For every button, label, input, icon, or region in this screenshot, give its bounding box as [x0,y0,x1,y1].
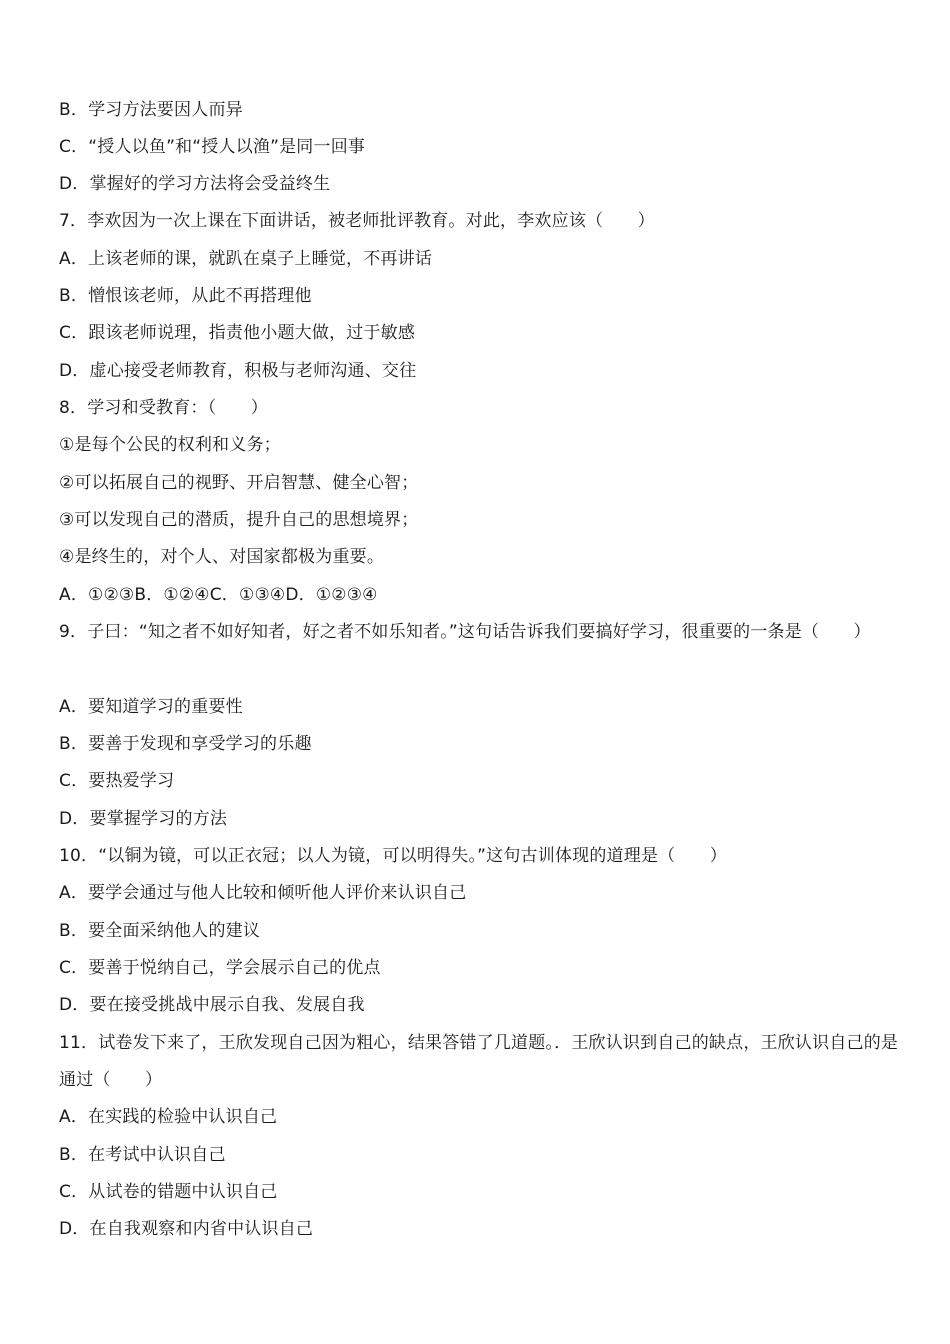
q11-option-a: A．在实践的检验中认识自己 [59,1107,278,1127]
q8-item-2: ②可以拓展自己的视野、开启智慧、健全心智； [59,473,419,493]
q10-option-c: C．要善于悦纳自己，学会展示自己的优点 [59,958,381,978]
q8-item-4: ④是终生的，对个人、对国家都极为重要。 [59,547,385,567]
q7-stem: 7．李欢因为一次上课在下面讲话，被老师批评教育。对此，李欢应该（ ） [59,211,655,231]
q9-option-a: A．要知道学习的重要性 [59,697,243,717]
q9-option-d: D．要掌握学习的方法 [59,809,228,829]
q11-stem: 11．试卷发下来了，王欣发现自己因为粗心，结果答错了几道题。．王欣认识到自己的缺点，王欣认识自己的是通过（ ） [59,1033,899,1090]
q10-stem: 10．“以铜为镜，可以正衣冠；以人为镜，可以明得失。”这句古训体现的道理是（ ） [59,846,727,866]
q9-option-c: C．要热爱学习 [59,771,175,791]
q11-option-d: D．在自我观察和内省中认识自己 [59,1219,314,1239]
q7-option-c: C．跟该老师说理，指责他小题大做，过于敏感 [59,323,416,343]
q10-option-a: A．要学会通过与他人比较和倾听他人评价来认识自己 [59,883,467,903]
q11-option-c: C．从试卷的错题中认识自己 [59,1182,278,1202]
q8-item-1: ①是每个公民的权利和义务； [59,435,281,455]
q8-item-3: ③可以发现自己的潜质，提升自己的思想境界； [59,510,419,530]
q9-option-b: B．要善于发现和享受学习的乐趣 [59,734,312,754]
q10-option-d: D．要在接受挑战中展示自我、发展自我 [59,995,365,1015]
q10-option-b: B．要全面采纳他人的建议 [59,921,261,941]
q6-option-d: D．掌握好的学习方法将会受益终生 [59,174,331,194]
q11-option-b: B．在考试中认识自己 [59,1145,226,1165]
q7-option-b: B．憎恨该老师，从此不再搭理他 [59,286,312,306]
q7-option-a: A．上该老师的课，就趴在桌子上睡觉，不再讲话 [59,249,433,269]
q7-option-d: D．虚心接受老师教育，积极与老师沟通、交往 [59,361,417,381]
q8-stem: 8．学习和受教育：（ ） [59,398,268,418]
q8-options: A．①②③B．①②④C．①③④D．①②③④ [59,585,378,605]
q6-option-c: C．“授人以鱼”和“授人以渔”是同一回事 [59,137,366,157]
q6-option-b: B．学习方法要因人而异 [59,100,243,120]
q9-stem: 9．子曰：“知之者不如好知者，好之者不如乐知者。”这句话告诉我们要搞好学习，很重要的一条是（ ） [59,622,871,642]
